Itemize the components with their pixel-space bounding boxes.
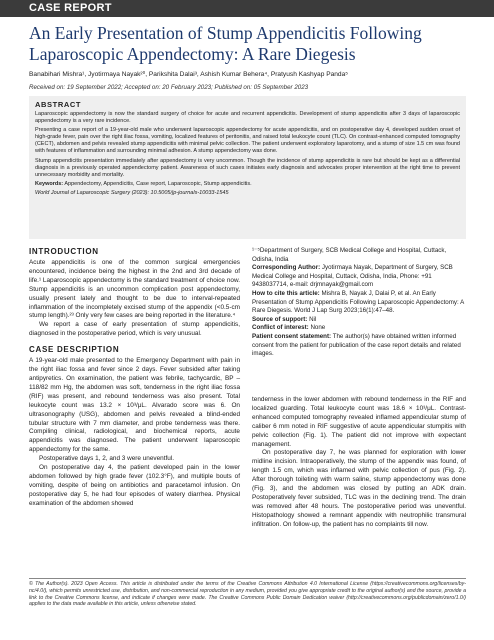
article-title: An Early Presentation of Stump Appendicitis Following Laparoscopic Appendectomy: A Rare Diegesis [29,23,422,64]
corresponding-author [252,264,466,290]
right-column-continued [252,396,466,530]
source-of-support-label: Source of support: [252,315,308,323]
affiliation-text: ¹⁻⁵Department of Surgery, SCB Medical College and Hospital, Cuttack, Odisha, India [252,247,447,263]
case-continued-paragraph-2: On postoperative day 7, he was planned for exploration with lower midline incision. Intraoperatively, the stump of the appendix was found, of length 1.5 cm, which was inflamed with pelvic collection of pus (Fig. 2). After thorough toileting with warm saline, stump appendectomy was done (Fig. 3), and the abdomen was closed by putting an ADK drain. Postoperatively fever subsided, TLC was in the declining trend. The drain was removed after 48 hours. The postoperative period was uneventful. Histopathology showed a remnant appendix with neutrophilic transmural infiltration. On follow-up, the patient has no complaints till now. [252,449,466,528]
abstract-panel [29,96,466,239]
introduction-heading: INTRODUCTION [29,247,99,256]
consent-statement [252,333,466,359]
keywords-text: Appendectomy, Appendicitis, Case report, Laparoscopic, Stump appendicitis. [64,180,252,187]
article-type-label: CASE REPORT [29,2,112,14]
abstract-paragraph-3: Stump appendicitis presentation immediately after appendectomy is very uncommon. Though the incidence of stump appendicitis is rare but should be kept as a differential diagnosis in a previously operated appendectomy patient. Awareness of such cases initiates early diagnosis and advocates proper intervention at the right time to prevent unnecessary morbidity and mortality. [35,157,460,178]
consent-statement-text: The author(s) have obtained written informed consent from the patient for publication of the case report details and related images. [252,332,461,358]
keywords-line [35,181,460,188]
consent-statement-label: Patient consent statement: [252,332,332,340]
source-of-support-text: Nil [309,315,317,323]
case-continued-paragraph-1: tenderness in the lower abdomen with rebound tenderness in the RIF and localized guarding. Total leukocyte count was 18.6 × 10³/μL. Contrast-enhanced computed tomography revealed inflamed appendicular stump of caliber 6 mm noted in RIF suggestive of acute appendicular stumpitis with pelvic collection (Fig. 1). The patient did not improve with expectant management. [252,396,466,448]
corresponding-author-text: Jyotirmaya Nayak, Department of Surgery, SCB Medical College and Hospital, Cuttack, Odisha, India, Phone: +91 9438037714, e-mail: drjmnayak@gmail.com [252,264,453,289]
case-paragraph-1: A 19-year-old male presented to the Emergency Department with pain in the right iliac fossa and fever since 2 days. Fever subsided after taking antipyretics. On examination, the patient was febrile, tachycardic, BP – 118/82 mm Hg, the abdomen was soft, tenderness in the right iliac fossa (RIF) was present, and rebound tenderness was also present. Total leukocyte count was 13.2 × 10³/μL. Alvarado score was 6. On ultrasonography (USG), abdomen and pelvis revealed a blind-ended tubular structure with 7 mm diameter, and probe tenderness was there. Compiling clinical, radiological, and biochemical reports, acute appendicitis was diagnosed. The patient underwent laparoscopic appendectomy for the same. [29,357,240,454]
left-column [29,247,240,509]
case-description-heading: CASE DESCRIPTION [29,345,120,355]
abstract-paragraph-1: Laparoscopic appendectomy is now the standard surgery of choice for acute and recurrent appendicitis. Development of stump appendicitis after 3 days of laparoscopic appendectomy is a very rare incidence. [35,111,460,125]
introduction-paragraph-2: We report a case of early presentation of stump appendicitis, diagnosed in the postoperative period, which is very unusual. [29,321,240,338]
keywords-label: Keywords: [35,180,64,187]
journal-citation [35,190,460,197]
source-of-support [252,316,466,325]
corresponding-author-label: Corresponding Author: [252,264,321,272]
case-paragraph-2: Postoperative days 1, 2, and 3 were uneventful. [39,455,174,463]
abstract-paragraph-2: Presenting a case report of a 19-year-old male who underwent laparoscopic appendectomy for acute appendicitis, and on postoperative day 4, developed sudden onset of high-grade fever, pain over the right iliac fossa, vomiting, localized features of peritonitis, and raised total leukocyte count (TLC). On contrast-enhanced computed tomography (CECT), abdomen and pelvis revealed stump appendicitis with minimal pelvic collection. The patient underwent exploratory laparotomy, and a stump of size 1.5 cm was found with features of inflammation and surrounding minimal adhesion. A stump appendectomy was done. [35,127,460,155]
journal-citation-text: World Journal of Laparoscopic Surgery (2023): 10.5005/jp-journals-10033-1545 [35,189,229,196]
case-paragraph-3: On postoperative day 4, the patient developed pain in the lower abdomen followed by high grade fever (102.3°F), and multiple bouts of vomiting, despite of being on antibiotics and paracetamol infusion. On postoperative day 5, he had four episodes of watery diarrhea. Physical examination of the abdomen showed [29,464,240,507]
introduction-paragraph-1: Acute appendicitis is one of the common surgical emergencies encountered, incidence being the highest in the 2nd and 3rd decade of life.¹ Laparoscopic appendectomy is the standard treatment of choice now. Stump appendicitis is an uncommon complication post appendectomy, usually present lately and thought to be due to interval-repeated inflammation of the incompletely excised stump of the appendix (<0.5-cm stump length).²³ Only very few cases are being reported in the literature.⁴ [29,259,240,320]
article-type-banner [0,0,494,17]
abstract-heading: ABSTRACT [35,100,82,109]
conflict-of-interest-text: None [310,324,326,332]
footer-divider [29,578,466,579]
how-to-cite-text: Mishra B, Nayak J, Dalai P, et al. An Early Presentation of Stump Appendicitis Following Laparoscopic Appendectomy: A Rare Diegesis. World J Lap Surg 2023;16(1):47–48. [252,289,464,315]
conflict-of-interest [252,324,466,333]
affiliation-block [252,247,466,359]
author-list: Banabihari Mishra¹, Jyotirmaya Nayak²⁰, Parikshita Dalai³, Ashish Kumar Behera⁴, Pratyush Kashyap Panda⁵ [29,71,348,78]
how-to-cite [252,290,466,316]
conflict-of-interest-label: Conflict of interest: [252,324,309,332]
how-to-cite-label: How to cite this article: [252,289,320,297]
license-notice: © The Author(s). 2023 Open Access. This article is distributed under the terms of the Creative Commons Attribution 4.0 International License (https://creativecommons.org/licenses/by-nc/4.0/), which permits unrestricted use, distribution, and non-commercial reproduction in any medium, provided you give appropriate credit to the original author(s) and the source, provide a link to the Creative Commons license, and indicate if changes were made. The Creative Commons Public Domain Dedication waiver (http://creativecommons.org/publicdomain/zero/1.0/) applies to the data made available in this article, unless otherwise stated. [29,581,466,608]
publication-dates: Received on: 19 September 2022; Accepted on: 20 February 2023; Published on: 05 September 2023 [29,84,309,91]
